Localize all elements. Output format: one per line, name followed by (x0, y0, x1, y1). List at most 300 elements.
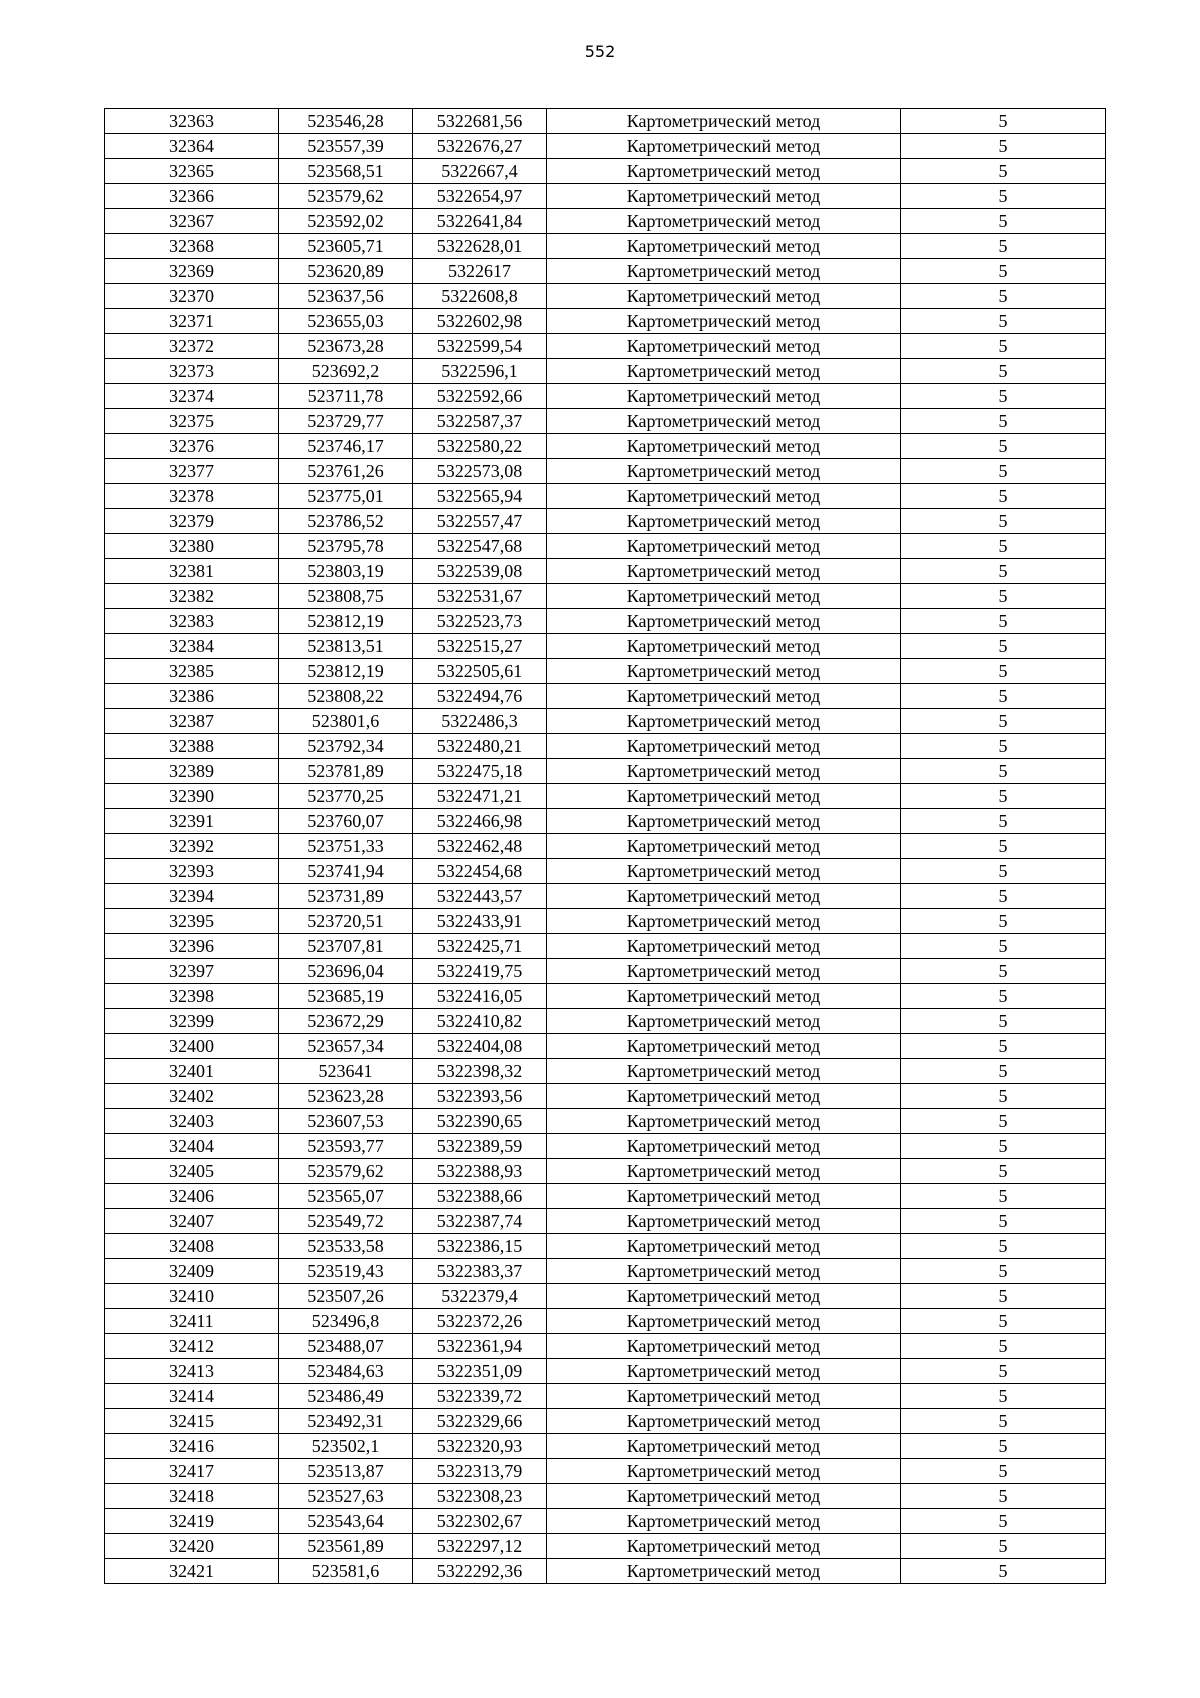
point-number-cell: 32410 (105, 1284, 279, 1309)
x-coordinate-cell: 523527,63 (279, 1484, 413, 1509)
y-coordinate-cell: 5322320,93 (413, 1434, 547, 1459)
y-coordinate-cell: 5322372,26 (413, 1309, 547, 1334)
precision-cell: 5 (901, 1434, 1106, 1459)
table-row (105, 1284, 1106, 1309)
x-coordinate-cell: 523593,77 (279, 1134, 413, 1159)
point-number-cell: 32365 (105, 159, 279, 184)
table-row (105, 1159, 1106, 1184)
table-row (105, 359, 1106, 384)
method-cell: Картометрический метод (547, 1559, 901, 1584)
x-coordinate-cell: 523549,72 (279, 1209, 413, 1234)
method-cell: Картометрический метод (547, 634, 901, 659)
x-coordinate-cell: 523519,43 (279, 1259, 413, 1284)
y-coordinate-cell: 5322547,68 (413, 534, 547, 559)
table-row (105, 259, 1106, 284)
precision-cell: 5 (901, 284, 1106, 309)
method-cell: Картометрический метод (547, 759, 901, 784)
point-number-cell: 32370 (105, 284, 279, 309)
method-cell: Картометрический метод (547, 1109, 901, 1134)
table-row (105, 1509, 1106, 1534)
y-coordinate-cell: 5322573,08 (413, 459, 547, 484)
table-row (105, 559, 1106, 584)
y-coordinate-cell: 5322475,18 (413, 759, 547, 784)
point-number-cell: 32404 (105, 1134, 279, 1159)
table-row (105, 1034, 1106, 1059)
x-coordinate-cell: 523795,78 (279, 534, 413, 559)
y-coordinate-cell: 5322433,91 (413, 909, 547, 934)
point-number-cell: 32421 (105, 1559, 279, 1584)
table-row (105, 1559, 1106, 1584)
table-row (105, 784, 1106, 809)
x-coordinate-cell: 523812,19 (279, 609, 413, 634)
x-coordinate-cell: 523808,75 (279, 584, 413, 609)
point-number-cell: 32407 (105, 1209, 279, 1234)
point-number-cell: 32389 (105, 759, 279, 784)
x-coordinate-cell: 523707,81 (279, 934, 413, 959)
method-cell: Картометрический метод (547, 809, 901, 834)
x-coordinate-cell: 523731,89 (279, 884, 413, 909)
x-coordinate-cell: 523579,62 (279, 1159, 413, 1184)
point-number-cell: 32367 (105, 209, 279, 234)
y-coordinate-cell: 5322596,1 (413, 359, 547, 384)
y-coordinate-cell: 5322313,79 (413, 1459, 547, 1484)
table-row (105, 1009, 1106, 1034)
y-coordinate-cell: 5322387,74 (413, 1209, 547, 1234)
y-coordinate-cell: 5322505,61 (413, 659, 547, 684)
x-coordinate-cell: 523581,6 (279, 1559, 413, 1584)
method-cell: Картометрический метод (547, 709, 901, 734)
table-row (105, 159, 1106, 184)
method-cell: Картометрический метод (547, 684, 901, 709)
table-row (105, 1409, 1106, 1434)
x-coordinate-cell: 523673,28 (279, 334, 413, 359)
y-coordinate-cell: 5322454,68 (413, 859, 547, 884)
table-row (105, 1084, 1106, 1109)
point-number-cell: 32383 (105, 609, 279, 634)
method-cell: Картометрический метод (547, 1284, 901, 1309)
table-row (105, 459, 1106, 484)
x-coordinate-cell: 523672,29 (279, 1009, 413, 1034)
y-coordinate-cell: 5322388,93 (413, 1159, 547, 1184)
precision-cell: 5 (901, 659, 1106, 684)
precision-cell: 5 (901, 259, 1106, 284)
point-number-cell: 32409 (105, 1259, 279, 1284)
y-coordinate-cell: 5322292,36 (413, 1559, 547, 1584)
table-row (105, 184, 1106, 209)
point-number-cell: 32363 (105, 109, 279, 134)
method-cell: Картометрический метод (547, 159, 901, 184)
x-coordinate-cell: 523786,52 (279, 509, 413, 534)
precision-cell: 5 (901, 1159, 1106, 1184)
y-coordinate-cell: 5322416,05 (413, 984, 547, 1009)
precision-cell: 5 (901, 759, 1106, 784)
y-coordinate-cell: 5322523,73 (413, 609, 547, 634)
y-coordinate-cell: 5322329,66 (413, 1409, 547, 1434)
point-number-cell: 32376 (105, 434, 279, 459)
point-number-cell: 32393 (105, 859, 279, 884)
precision-cell: 5 (901, 984, 1106, 1009)
x-coordinate-cell: 523803,19 (279, 559, 413, 584)
table-row (105, 709, 1106, 734)
x-coordinate-cell: 523813,51 (279, 634, 413, 659)
method-cell: Картометрический метод (547, 559, 901, 584)
method-cell: Картометрический метод (547, 909, 901, 934)
precision-cell: 5 (901, 1259, 1106, 1284)
table-row (105, 109, 1106, 134)
point-number-cell: 32405 (105, 1159, 279, 1184)
x-coordinate-cell: 523781,89 (279, 759, 413, 784)
x-coordinate-cell: 523641 (279, 1059, 413, 1084)
point-number-cell: 32387 (105, 709, 279, 734)
table-row (105, 309, 1106, 334)
point-number-cell: 32418 (105, 1484, 279, 1509)
table-row (105, 409, 1106, 434)
y-coordinate-cell: 5322425,71 (413, 934, 547, 959)
table-row (105, 809, 1106, 834)
point-number-cell: 32414 (105, 1384, 279, 1409)
y-coordinate-cell: 5322608,8 (413, 284, 547, 309)
point-number-cell: 32403 (105, 1109, 279, 1134)
precision-cell: 5 (901, 1309, 1106, 1334)
y-coordinate-cell: 5322297,12 (413, 1534, 547, 1559)
y-coordinate-cell: 5322681,56 (413, 109, 547, 134)
precision-cell: 5 (901, 1409, 1106, 1434)
table-row (105, 134, 1106, 159)
method-cell: Картометрический метод (547, 859, 901, 884)
table-row (105, 609, 1106, 634)
precision-cell: 5 (901, 409, 1106, 434)
table-row (105, 884, 1106, 909)
precision-cell: 5 (901, 1534, 1106, 1559)
x-coordinate-cell: 523761,26 (279, 459, 413, 484)
method-cell: Картометрический метод (547, 1534, 901, 1559)
y-coordinate-cell: 5322486,3 (413, 709, 547, 734)
y-coordinate-cell: 5322410,82 (413, 1009, 547, 1034)
precision-cell: 5 (901, 709, 1106, 734)
precision-cell: 5 (901, 484, 1106, 509)
point-number-cell: 32401 (105, 1059, 279, 1084)
y-coordinate-cell: 5322339,72 (413, 1384, 547, 1409)
precision-cell: 5 (901, 1234, 1106, 1259)
table-row (105, 634, 1106, 659)
method-cell: Картометрический метод (547, 484, 901, 509)
point-number-cell: 32411 (105, 1309, 279, 1334)
y-coordinate-cell: 5322471,21 (413, 784, 547, 809)
method-cell: Картометрический метод (547, 1259, 901, 1284)
method-cell: Картометрический метод (547, 734, 901, 759)
method-cell: Картометрический метод (547, 834, 901, 859)
point-number-cell: 32417 (105, 1459, 279, 1484)
method-cell: Картометрический метод (547, 1059, 901, 1084)
method-cell: Картометрический метод (547, 1384, 901, 1409)
precision-cell: 5 (901, 1034, 1106, 1059)
point-number-cell: 32372 (105, 334, 279, 359)
point-number-cell: 32394 (105, 884, 279, 909)
y-coordinate-cell: 5322386,15 (413, 1234, 547, 1259)
precision-cell: 5 (901, 309, 1106, 334)
table-row (105, 1484, 1106, 1509)
y-coordinate-cell: 5322361,94 (413, 1334, 547, 1359)
x-coordinate-cell: 523792,34 (279, 734, 413, 759)
method-cell: Картометрический метод (547, 1234, 901, 1259)
table-row (105, 334, 1106, 359)
table-row (105, 584, 1106, 609)
x-coordinate-cell: 523565,07 (279, 1184, 413, 1209)
table-row (105, 1059, 1106, 1084)
method-cell: Картометрический метод (547, 259, 901, 284)
x-coordinate-cell: 523801,6 (279, 709, 413, 734)
x-coordinate-cell: 523760,07 (279, 809, 413, 834)
x-coordinate-cell: 523546,28 (279, 109, 413, 134)
y-coordinate-cell: 5322302,67 (413, 1509, 547, 1534)
point-number-cell: 32384 (105, 634, 279, 659)
y-coordinate-cell: 5322351,09 (413, 1359, 547, 1384)
precision-cell: 5 (901, 1109, 1106, 1134)
point-number-cell: 32373 (105, 359, 279, 384)
point-number-cell: 32419 (105, 1509, 279, 1534)
precision-cell: 5 (901, 634, 1106, 659)
point-number-cell: 32399 (105, 1009, 279, 1034)
point-number-cell: 32386 (105, 684, 279, 709)
precision-cell: 5 (901, 334, 1106, 359)
point-number-cell: 32400 (105, 1034, 279, 1059)
precision-cell: 5 (901, 909, 1106, 934)
precision-cell: 5 (901, 784, 1106, 809)
x-coordinate-cell: 523568,51 (279, 159, 413, 184)
y-coordinate-cell: 5322602,98 (413, 309, 547, 334)
precision-cell: 5 (901, 384, 1106, 409)
point-number-cell: 32377 (105, 459, 279, 484)
point-number-cell: 32415 (105, 1409, 279, 1434)
method-cell: Картометрический метод (547, 1434, 901, 1459)
method-cell: Картометрический метод (547, 584, 901, 609)
precision-cell: 5 (901, 884, 1106, 909)
point-number-cell: 32380 (105, 534, 279, 559)
x-coordinate-cell: 523502,1 (279, 1434, 413, 1459)
method-cell: Картометрический метод (547, 234, 901, 259)
point-number-cell: 32388 (105, 734, 279, 759)
point-number-cell: 32397 (105, 959, 279, 984)
x-coordinate-cell: 523561,89 (279, 1534, 413, 1559)
table-row (105, 734, 1106, 759)
precision-cell: 5 (901, 609, 1106, 634)
precision-cell: 5 (901, 459, 1106, 484)
x-coordinate-cell: 523484,63 (279, 1359, 413, 1384)
method-cell: Картометрический метод (547, 184, 901, 209)
x-coordinate-cell: 523751,33 (279, 834, 413, 859)
table-row (105, 934, 1106, 959)
method-cell: Картометрический метод (547, 384, 901, 409)
point-number-cell: 32364 (105, 134, 279, 159)
table-row (105, 1359, 1106, 1384)
y-coordinate-cell: 5322617 (413, 259, 547, 284)
y-coordinate-cell: 5322398,32 (413, 1059, 547, 1084)
method-cell: Картометрический метод (547, 1309, 901, 1334)
y-coordinate-cell: 5322515,27 (413, 634, 547, 659)
table-row (105, 759, 1106, 784)
point-number-cell: 32398 (105, 984, 279, 1009)
y-coordinate-cell: 5322599,54 (413, 334, 547, 359)
precision-cell: 5 (901, 1284, 1106, 1309)
precision-cell: 5 (901, 584, 1106, 609)
y-coordinate-cell: 5322531,67 (413, 584, 547, 609)
precision-cell: 5 (901, 1459, 1106, 1484)
point-number-cell: 32382 (105, 584, 279, 609)
method-cell: Картометрический метод (547, 459, 901, 484)
precision-cell: 5 (901, 934, 1106, 959)
method-cell: Картометрический метод (547, 659, 901, 684)
x-coordinate-cell: 523720,51 (279, 909, 413, 934)
y-coordinate-cell: 5322389,59 (413, 1134, 547, 1159)
y-coordinate-cell: 5322462,48 (413, 834, 547, 859)
point-number-cell: 32395 (105, 909, 279, 934)
table-row (105, 1534, 1106, 1559)
x-coordinate-cell: 523496,8 (279, 1309, 413, 1334)
y-coordinate-cell: 5322419,75 (413, 959, 547, 984)
x-coordinate-cell: 523533,58 (279, 1234, 413, 1259)
method-cell: Картометрический метод (547, 934, 901, 959)
point-number-cell: 32391 (105, 809, 279, 834)
method-cell: Картометрический метод (547, 1159, 901, 1184)
y-coordinate-cell: 5322379,4 (413, 1284, 547, 1309)
table-row (105, 384, 1106, 409)
precision-cell: 5 (901, 109, 1106, 134)
x-coordinate-cell: 523620,89 (279, 259, 413, 284)
precision-cell: 5 (901, 359, 1106, 384)
method-cell: Картометрический метод (547, 209, 901, 234)
method-cell: Картометрический метод (547, 1484, 901, 1509)
method-cell: Картометрический метод (547, 884, 901, 909)
precision-cell: 5 (901, 509, 1106, 534)
x-coordinate-cell: 523746,17 (279, 434, 413, 459)
precision-cell: 5 (901, 559, 1106, 584)
method-cell: Картометрический метод (547, 109, 901, 134)
x-coordinate-cell: 523513,87 (279, 1459, 413, 1484)
x-coordinate-cell: 523579,62 (279, 184, 413, 209)
y-coordinate-cell: 5322480,21 (413, 734, 547, 759)
x-coordinate-cell: 523655,03 (279, 309, 413, 334)
table-row (105, 959, 1106, 984)
x-coordinate-cell: 523623,28 (279, 1084, 413, 1109)
precision-cell: 5 (901, 684, 1106, 709)
y-coordinate-cell: 5322388,66 (413, 1184, 547, 1209)
y-coordinate-cell: 5322494,76 (413, 684, 547, 709)
x-coordinate-cell: 523607,53 (279, 1109, 413, 1134)
x-coordinate-cell: 523492,31 (279, 1409, 413, 1434)
y-coordinate-cell: 5322393,56 (413, 1084, 547, 1109)
point-number-cell: 32413 (105, 1359, 279, 1384)
point-number-cell: 32390 (105, 784, 279, 809)
precision-cell: 5 (901, 1334, 1106, 1359)
point-number-cell: 32374 (105, 384, 279, 409)
table-row (105, 684, 1106, 709)
coordinates-table (104, 108, 1106, 1584)
y-coordinate-cell: 5322443,57 (413, 884, 547, 909)
table-row (105, 434, 1106, 459)
point-number-cell: 32396 (105, 934, 279, 959)
method-cell: Картометрический метод (547, 534, 901, 559)
y-coordinate-cell: 5322667,4 (413, 159, 547, 184)
method-cell: Картометрический метод (547, 359, 901, 384)
precision-cell: 5 (901, 434, 1106, 459)
point-number-cell: 32371 (105, 309, 279, 334)
x-coordinate-cell: 523657,34 (279, 1034, 413, 1059)
method-cell: Картометрический метод (547, 1459, 901, 1484)
precision-cell: 5 (901, 734, 1106, 759)
table-row (105, 1334, 1106, 1359)
coordinates-table-body (105, 109, 1106, 1584)
table-row (105, 284, 1106, 309)
y-coordinate-cell: 5322308,23 (413, 1484, 547, 1509)
method-cell: Картометрический метод (547, 984, 901, 1009)
table-row (105, 1234, 1106, 1259)
x-coordinate-cell: 523711,78 (279, 384, 413, 409)
table-row (105, 534, 1106, 559)
point-number-cell: 32406 (105, 1184, 279, 1209)
x-coordinate-cell: 523741,94 (279, 859, 413, 884)
x-coordinate-cell: 523592,02 (279, 209, 413, 234)
method-cell: Картометрический метод (547, 1359, 901, 1384)
point-number-cell: 32366 (105, 184, 279, 209)
y-coordinate-cell: 5322466,98 (413, 809, 547, 834)
method-cell: Картометрический метод (547, 784, 901, 809)
method-cell: Картометрический метод (547, 409, 901, 434)
y-coordinate-cell: 5322676,27 (413, 134, 547, 159)
x-coordinate-cell: 523775,01 (279, 484, 413, 509)
method-cell: Картометрический метод (547, 134, 901, 159)
table-row (105, 1209, 1106, 1234)
table-row (105, 209, 1106, 234)
table-row (105, 484, 1106, 509)
point-number-cell: 32381 (105, 559, 279, 584)
precision-cell: 5 (901, 159, 1106, 184)
point-number-cell: 32412 (105, 1334, 279, 1359)
precision-cell: 5 (901, 1134, 1106, 1159)
x-coordinate-cell: 523812,19 (279, 659, 413, 684)
y-coordinate-cell: 5322383,37 (413, 1259, 547, 1284)
point-number-cell: 32420 (105, 1534, 279, 1559)
table-row (105, 909, 1106, 934)
x-coordinate-cell: 523557,39 (279, 134, 413, 159)
table-row (105, 1259, 1106, 1284)
x-coordinate-cell: 523543,64 (279, 1509, 413, 1534)
point-number-cell: 32416 (105, 1434, 279, 1459)
table-row (105, 1109, 1106, 1134)
y-coordinate-cell: 5322628,01 (413, 234, 547, 259)
method-cell: Картометрический метод (547, 1184, 901, 1209)
precision-cell: 5 (901, 1359, 1106, 1384)
y-coordinate-cell: 5322580,22 (413, 434, 547, 459)
method-cell: Картометрический метод (547, 1009, 901, 1034)
precision-cell: 5 (901, 134, 1106, 159)
table-row (105, 1184, 1106, 1209)
y-coordinate-cell: 5322654,97 (413, 184, 547, 209)
precision-cell: 5 (901, 959, 1106, 984)
x-coordinate-cell: 523605,71 (279, 234, 413, 259)
table-row (105, 1309, 1106, 1334)
table-row (105, 234, 1106, 259)
table-row (105, 1434, 1106, 1459)
precision-cell: 5 (901, 1009, 1106, 1034)
page-number: 552 (584, 42, 616, 61)
x-coordinate-cell: 523696,04 (279, 959, 413, 984)
precision-cell: 5 (901, 1559, 1106, 1584)
method-cell: Картометрический метод (547, 1084, 901, 1109)
precision-cell: 5 (901, 1084, 1106, 1109)
table-row (105, 509, 1106, 534)
precision-cell: 5 (901, 1384, 1106, 1409)
x-coordinate-cell: 523770,25 (279, 784, 413, 809)
